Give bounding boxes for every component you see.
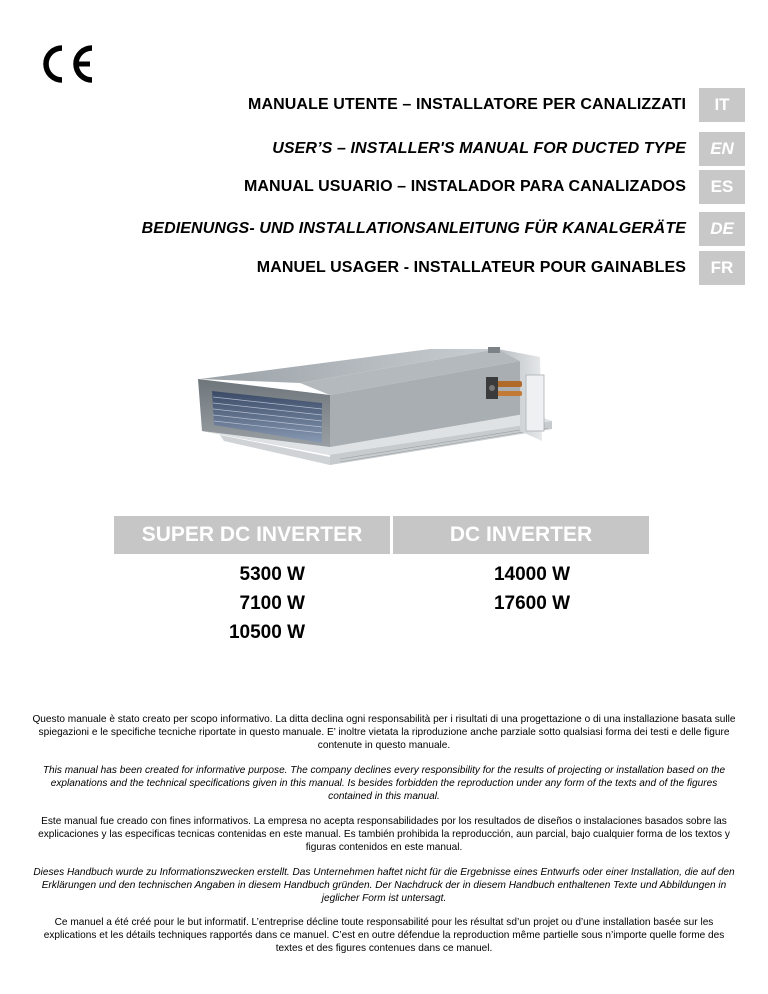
power-value: 5300 W <box>239 564 305 585</box>
manual-title-de: BEDIENUNGS- UND INSTALLATIONSANLEITUNG FÜR KANALGERÄTE <box>141 220 686 237</box>
language-badge-fr: FR <box>699 251 745 285</box>
language-badge-de: DE <box>699 212 745 246</box>
power-value: 14000 W <box>493 564 570 585</box>
power-value: 7100 W <box>239 593 305 614</box>
disclaimer-en: This manual has been created for informative purpose. The company declines every responsibility for the results of projecting or installation based on the explanations and the technical specifications given in this manual. Is besides forbidden the reproduction under any form of the texts and of the figures contained in this manual. <box>42 765 726 802</box>
language-badge-en: EN <box>699 132 745 166</box>
power-value: 17600 W <box>493 593 570 614</box>
title-row-de <box>0 212 768 246</box>
super-dc-power-list <box>195 560 305 647</box>
language-badge-es: ES <box>699 170 745 204</box>
manual-title-fr: MANUEL USAGER - INSTALLATEUR POUR GAINABLES <box>256 259 686 276</box>
power-value: 10500 W <box>228 622 305 643</box>
variant-super-dc-inverter-header: SUPER DC INVERTER <box>114 516 390 554</box>
ducted-unit-image <box>180 331 590 473</box>
title-row-it <box>0 88 768 122</box>
disclaimer-fr: Ce manuel a été créé pour le but informatif. L’entreprise décline toute responsabilité pour les résultat sd’un projet ou d’une installation basée sur les explications et les détails techniques rapportés dans ce manuel. C’est en outre défendue la reproduction même partielle sous n’importe quelle forme des textes et des figures contenues dans ce manuel. <box>43 917 725 954</box>
variant-dc-inverter-header: DC INVERTER <box>393 516 649 554</box>
disclaimer-de: Dieses Handbuch wurde zu Informationszwecken erstellt. Das Unternehmen haftet nicht für die Ergebnisse eines Entwurfs oder einer Installation, die auf den Erklärungen und den technischen Angaben in diesem Handbuch gründen. Der Nachdruck der in diesem Handbuch enthaltenen Texte und Abbildungen in jeglicher Form ist untersagt. <box>33 867 735 904</box>
manual-title-en: USER’S – INSTALLER'S MANUAL FOR DUCTED TYPE <box>272 140 686 157</box>
disclaimer-it: Questo manuale è stato creato per scopo informativo. La ditta declina ogni responsabilità per i risultati di una progettazione o di una installazione basata sulle spiegazioni e le specifiche tecniche riportate in questo manuale. E’ inoltre vietata la riproduzione anche parziale sotto qualsiasi forma dei testi e delle figure contenute in questo manuale. <box>32 714 736 751</box>
manual-title-es: MANUAL USUARIO – INSTALADOR PARA CANALIZADOS <box>243 178 686 195</box>
language-badge-it: IT <box>699 88 745 122</box>
title-row-es <box>0 170 768 204</box>
manual-title-it: MANUALE UTENTE – INSTALLATORE PER CANALIZZATI <box>248 96 686 113</box>
title-row-en <box>0 132 768 166</box>
title-row-fr <box>0 251 768 285</box>
dc-power-list <box>460 560 570 618</box>
disclaimer-es: Este manual fue creado con fines informativos. La empresa no acepta responsabilidades por los resultados de diseños o instalaciones basados sobre las explicaciones y las especificas tecnicas contenidas en este manual. Es también prohibida la reproducción, aun parcial, bajo cualquier forma de los textos y figuras contenidos en este manual. <box>38 816 730 853</box>
ce-mark-icon <box>38 44 98 84</box>
